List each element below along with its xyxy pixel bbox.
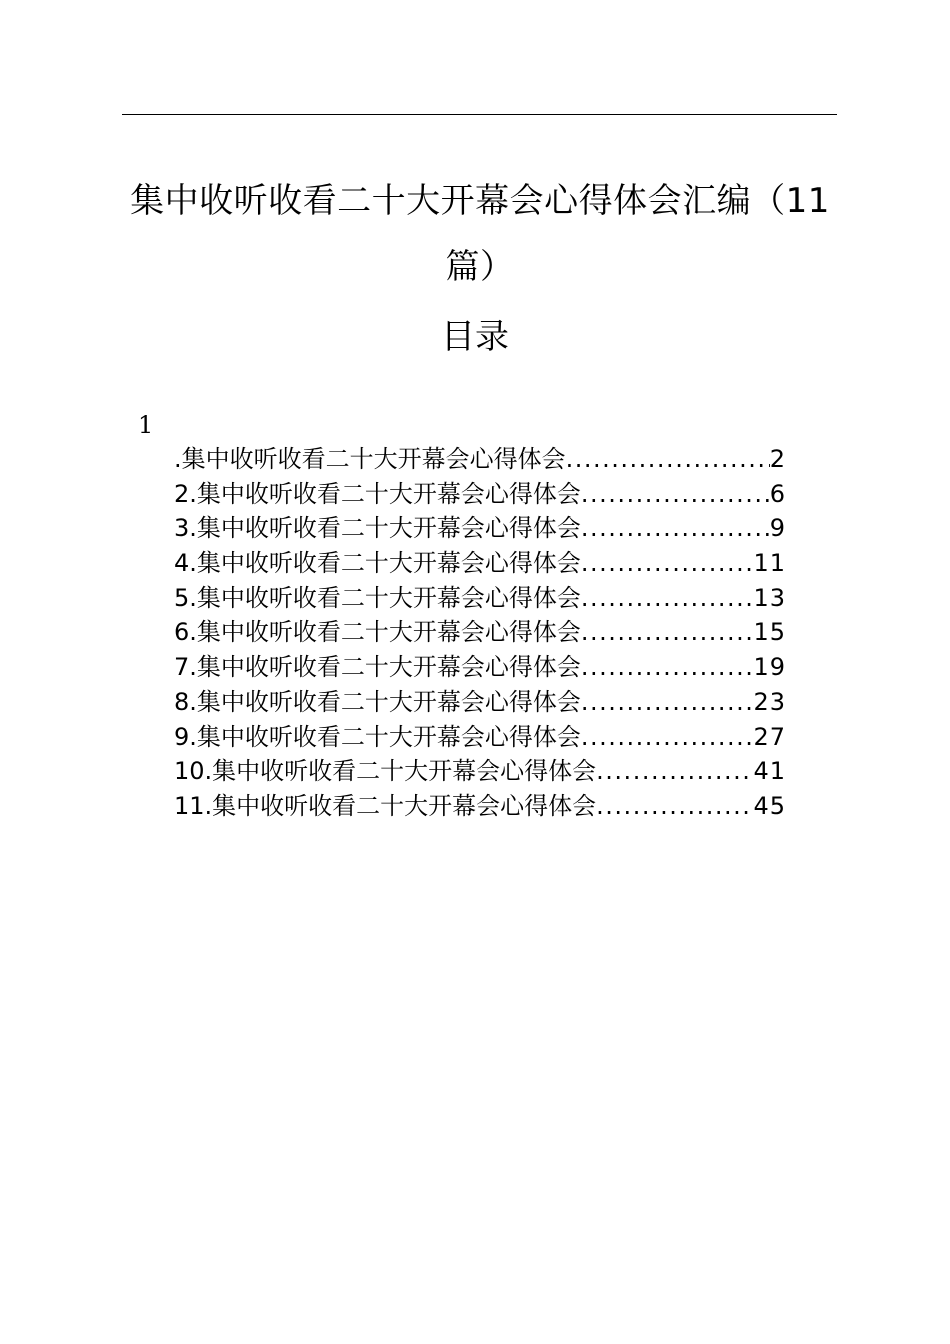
toc-entry-label: 6.集中收听收看二十大开幕会心得体会 bbox=[174, 618, 581, 647]
toc-entry[interactable] bbox=[174, 650, 786, 685]
toc-entry-page: 2 bbox=[769, 445, 786, 473]
toc-entry-label: 11.集中收听收看二十大开幕会心得体会 bbox=[174, 791, 597, 820]
toc-entry-page: 6 bbox=[769, 479, 786, 508]
toc-leader-dots bbox=[596, 754, 753, 789]
toc-entry-page: 19 bbox=[753, 653, 786, 682]
toc-entry-label: .集中收听收看二十大开幕会心得体会 bbox=[174, 445, 566, 473]
toc-entry-page: 23 bbox=[753, 687, 786, 716]
toc-entry-page: 13 bbox=[753, 583, 786, 612]
toc-entry-label: 10.集中收听收看二十大开幕会心得体会 bbox=[174, 757, 597, 786]
toc-entry[interactable] bbox=[174, 720, 786, 755]
toc-leader-dots bbox=[581, 615, 754, 650]
toc-leader-dots bbox=[596, 789, 753, 824]
toc-leader-dots bbox=[581, 546, 754, 581]
toc-heading: 目录 bbox=[441, 317, 509, 357]
document-title: 集中收听收看二十大开幕会心得体会汇编（11篇） bbox=[130, 181, 830, 287]
toc-leader-dots bbox=[581, 650, 754, 685]
toc-entry-label: 9.集中收听收看二十大开幕会心得体会 bbox=[174, 722, 581, 751]
toc-leader-dots bbox=[581, 511, 770, 546]
toc-entry[interactable] bbox=[174, 546, 786, 581]
header-rule bbox=[122, 114, 837, 115]
toc-entry-page: 45 bbox=[753, 791, 786, 820]
toc-leader-dots bbox=[581, 581, 754, 616]
toc-entry-page: 41 bbox=[753, 757, 786, 786]
toc-entry-label: 8.集中收听收看二十大开幕会心得体会 bbox=[174, 687, 581, 716]
toc-leader-dots bbox=[581, 720, 754, 755]
toc-entry[interactable] bbox=[174, 581, 786, 616]
toc-entry-label: 2.集中收听收看二十大开幕会心得体会 bbox=[174, 479, 581, 508]
toc-leader-dots bbox=[566, 442, 770, 477]
toc-entry-label: 3.集中收听收看二十大开幕会心得体会 bbox=[174, 514, 581, 543]
toc-entry-page: 15 bbox=[753, 618, 786, 647]
toc-entry-page: 9 bbox=[769, 514, 786, 543]
toc-entry-label: 7.集中收听收看二十大开幕会心得体会 bbox=[174, 653, 581, 682]
toc-entry-label: 5.集中收听收看二十大开幕会心得体会 bbox=[174, 583, 581, 612]
toc-entry[interactable] bbox=[174, 511, 786, 546]
toc-entry[interactable] bbox=[174, 789, 786, 824]
toc-first-number: 1 bbox=[138, 411, 154, 439]
toc-entry-page: 27 bbox=[753, 722, 786, 751]
toc-leader-dots bbox=[581, 685, 754, 720]
toc-entry-page: 11 bbox=[753, 549, 786, 578]
toc-entry[interactable] bbox=[174, 615, 786, 650]
toc-entry[interactable] bbox=[174, 754, 786, 789]
toc-entry[interactable] bbox=[174, 685, 786, 720]
toc-entry[interactable] bbox=[174, 477, 786, 512]
toc-entry-label: 4.集中收听收看二十大开幕会心得体会 bbox=[174, 549, 581, 578]
toc-leader-dots bbox=[581, 477, 770, 512]
toc-list bbox=[174, 442, 786, 824]
toc-entry[interactable] bbox=[174, 442, 786, 477]
